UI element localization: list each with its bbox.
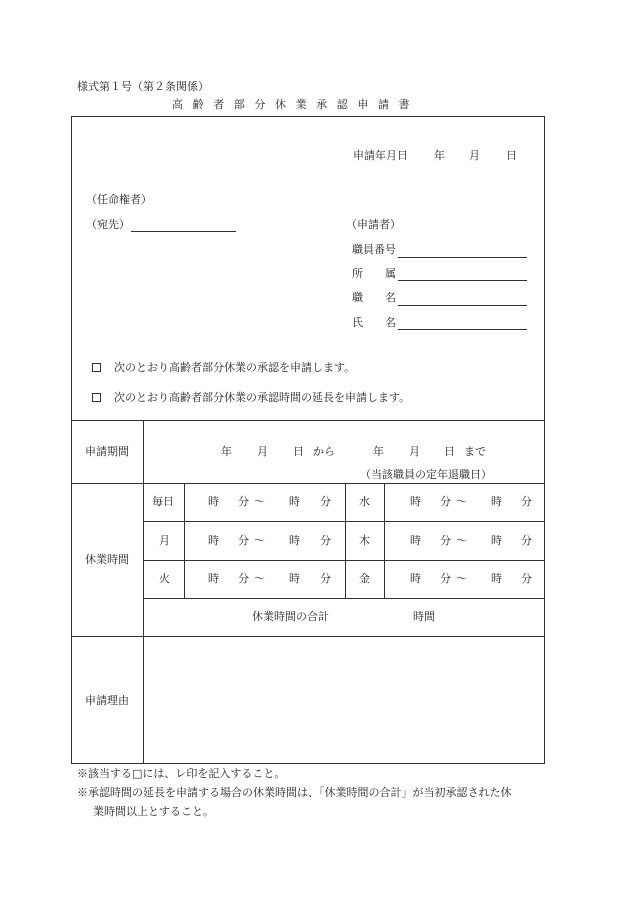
day-label: 月 (159, 534, 170, 547)
day-label: 火 (159, 572, 170, 585)
period-end-day: 日 (444, 445, 455, 458)
total-hours-unit: 時間 (413, 610, 435, 623)
day-column-divider-right (384, 483, 385, 598)
title-char: 齢 (192, 98, 204, 111)
start-minute: 分 (238, 534, 249, 547)
start-minute: 分 (440, 534, 451, 547)
end-minute: 分 (320, 572, 331, 585)
end-hour: 時 (289, 534, 300, 547)
title-char: 申 (357, 98, 369, 111)
end-hour: 時 (289, 495, 300, 508)
application-date-year: 年 (434, 149, 445, 162)
end-hour: 時 (491, 572, 502, 585)
day-label: 水 (359, 495, 370, 508)
title-char: 分 (254, 98, 266, 111)
tilde: ～ (254, 572, 265, 585)
start-hour: 時 (410, 572, 421, 585)
period-header: 申請期間 (85, 445, 129, 458)
period-until: まで (464, 445, 486, 458)
start-hour: 時 (208, 572, 219, 585)
position-label-char1: 職 (352, 291, 363, 304)
day-label: 金 (359, 572, 370, 585)
position-field[interactable] (398, 305, 527, 306)
extension-checkbox[interactable] (92, 393, 101, 402)
staff-number-field[interactable] (398, 257, 527, 258)
title-char: 書 (398, 98, 410, 111)
start-hour: 時 (208, 495, 219, 508)
frame-bottom (71, 763, 545, 764)
application-date-day: 日 (506, 149, 517, 162)
staff-number-label: 職員番号 (352, 243, 396, 256)
title-char: 高 (172, 98, 183, 111)
name-field[interactable] (398, 329, 527, 330)
day-column-divider-mid (345, 483, 346, 598)
addressee-field[interactable] (131, 231, 236, 232)
end-minute: 分 (521, 572, 532, 585)
affiliation-label-char1: 所 (352, 267, 363, 280)
hours-header: 休業時間 (85, 553, 129, 566)
name-label-char1: 氏 (352, 316, 363, 329)
approval-checkbox[interactable] (92, 363, 101, 372)
frame-left (71, 116, 72, 764)
period-from: から (313, 445, 335, 458)
title-char: 業 (295, 98, 307, 111)
day-label: 毎日 (152, 495, 174, 508)
start-minute: 分 (238, 495, 249, 508)
end-minute: 分 (320, 495, 331, 508)
frame-right (544, 116, 545, 764)
title-char: 認 (336, 98, 348, 111)
day-label: 木 (359, 534, 370, 547)
extension-option-label: 次のとおり高齢者部分休業の承認時間の延長を申請します。 (114, 391, 411, 404)
start-hour: 時 (410, 495, 421, 508)
title-char: 者 (213, 98, 225, 111)
divider-hours-row3 (143, 598, 545, 599)
position-label-char2: 名 (385, 291, 396, 304)
frame-top (71, 116, 545, 117)
title-char: 休 (274, 98, 286, 111)
title-char: 承 (316, 98, 328, 111)
period-start-day: 日 (293, 445, 304, 458)
affiliation-field[interactable] (398, 280, 527, 281)
period-end-month: 月 (409, 445, 420, 458)
end-minute: 分 (320, 534, 331, 547)
divider-hours-row2 (143, 560, 545, 561)
label-column-divider (143, 420, 144, 763)
name-label-char2: 名 (385, 316, 396, 329)
title-char: 請 (377, 98, 389, 111)
start-minute: 分 (440, 495, 451, 508)
start-hour: 時 (410, 534, 421, 547)
title-char: 部 (233, 98, 245, 111)
addressee-label: （宛先） (86, 218, 130, 231)
reason-header: 申請理由 (85, 694, 129, 707)
tilde: ～ (456, 495, 467, 508)
divider-hours-row1 (143, 521, 545, 522)
reason-field[interactable] (150, 645, 538, 755)
start-hour: 時 (208, 534, 219, 547)
period-start-year: 年 (221, 445, 232, 458)
end-hour: 時 (491, 534, 502, 547)
appointer-label: （任命権者） (86, 193, 152, 206)
end-hour: 時 (289, 572, 300, 585)
approval-option-label: 次のとおり高齢者部分休業の承認を申請します。 (114, 361, 356, 374)
period-start-month: 月 (257, 445, 268, 458)
note-extension: ※承認時間の延長を申請する場合の休業時間は、「休業時間の合計」が当初承認された休 (77, 786, 512, 799)
applicant-label: （申請者） (346, 218, 401, 231)
form-reference: 様式第１号（第２条関係） (77, 80, 209, 93)
tilde: ～ (456, 572, 467, 585)
start-minute: 分 (440, 572, 451, 585)
application-date-label: 申請年月日 (353, 149, 408, 162)
tilde: ～ (456, 534, 467, 547)
form-title (172, 99, 410, 110)
application-date-month: 月 (469, 149, 480, 162)
start-minute: 分 (238, 572, 249, 585)
affiliation-label-char2: 属 (385, 267, 396, 280)
period-note: （当該職員の定年退職日） (360, 468, 492, 481)
total-hours-label: 休業時間の合計 (252, 610, 329, 623)
end-minute: 分 (521, 534, 532, 547)
tilde: ～ (254, 534, 265, 547)
end-minute: 分 (521, 495, 532, 508)
period-end-year: 年 (373, 445, 384, 458)
end-hour: 時 (491, 495, 502, 508)
tilde: ～ (254, 495, 265, 508)
day-column-divider-left (184, 483, 185, 598)
note-checkmark: ※該当する□には、レ印を記入すること。 (77, 767, 286, 780)
note-extension-cont: 業時間以上とすること。 (93, 805, 214, 818)
